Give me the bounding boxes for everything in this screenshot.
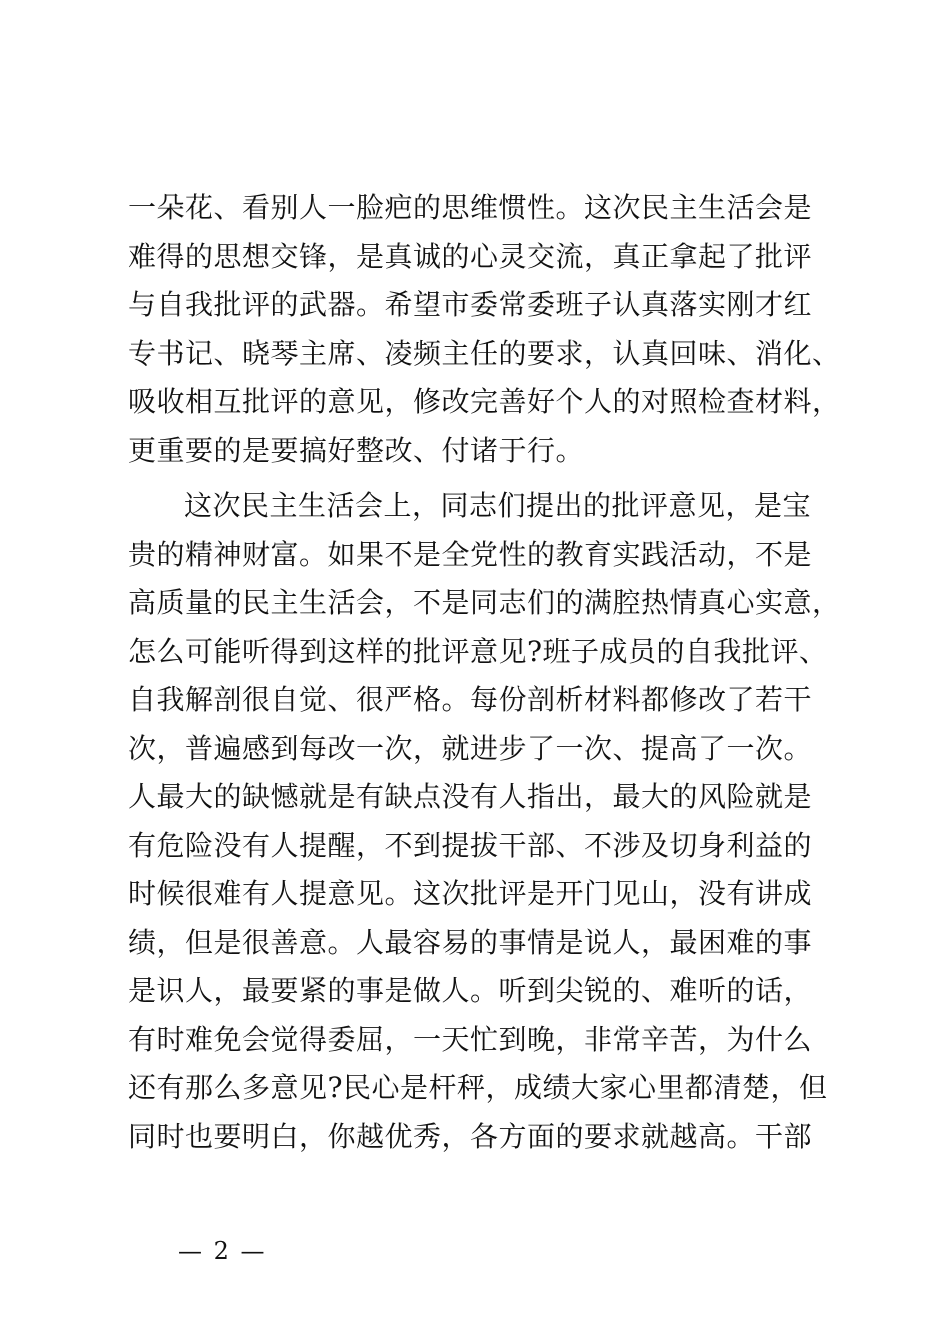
text-line: 高质量的民主生活会，不是同志们的满腔热情真心实意， <box>128 586 841 619</box>
text-line: 更重要的是要搞好整改、付诸于行。 <box>128 433 585 467</box>
text-line: 吸收相互批评的意见，修改完善好个人的对照检查材料， <box>128 385 841 418</box>
text-line: 还有那么多意见?民心是杆秤，成绩大家心里都清楚，但 <box>128 1071 828 1104</box>
page-number: — 2 — <box>178 1237 267 1265</box>
text-line: 有时难免会觉得委屈，一天忙到晚，非常辛苦，为什么 <box>128 1022 813 1056</box>
text-line: 与自我批评的武器。希望市委常委班子认真落实刚才红 <box>128 288 813 321</box>
text-line: 一朵花、看别人一脸疤的思维惯性。这次民主生活会是 <box>128 191 813 224</box>
text-line: 专书记、晓琴主席、凌频主任的要求，认真回味、消化、 <box>128 336 841 370</box>
text-line: 同时也要明白，你越优秀，各方面的要求就越高。干部 <box>128 1119 813 1153</box>
paragraph-criticism <box>128 482 848 1161</box>
text-line: 自我解剖很自觉、很严格。每份剖析材料都修改了若干 <box>128 683 813 716</box>
text-line: 人最大的缺憾就是有缺点没有人指出，最大的风险就是 <box>128 780 813 813</box>
text-line: 绩，但是很善意。人最容易的事情是说人，最困难的事 <box>128 925 813 959</box>
text-line: 怎么可能听得到这样的批评意见?班子成员的自我批评、 <box>128 634 828 668</box>
text-line: 次，普遍感到每改一次，就进步了一次、提高了一次。 <box>128 731 813 765</box>
paragraph-continued <box>128 184 848 475</box>
text-line: 贵的精神财富。如果不是全党性的教育实践活动，不是 <box>128 537 813 571</box>
text-line: 是识人，最要紧的事是做人。听到尖锐的、难听的话， <box>128 974 813 1007</box>
text-line: 有危险没有人提醒，不到提拔干部、不涉及切身利益的 <box>128 828 813 862</box>
text-line: 时候很难有人提意见。这次批评是开门见山，没有讲成 <box>128 877 813 910</box>
text-line-indented: 这次民主生活会上，同志们提出的批评意见，是宝 <box>184 489 812 522</box>
text-line: 难得的思想交锋，是真诚的心灵交流，真正拿起了批评 <box>128 239 813 273</box>
